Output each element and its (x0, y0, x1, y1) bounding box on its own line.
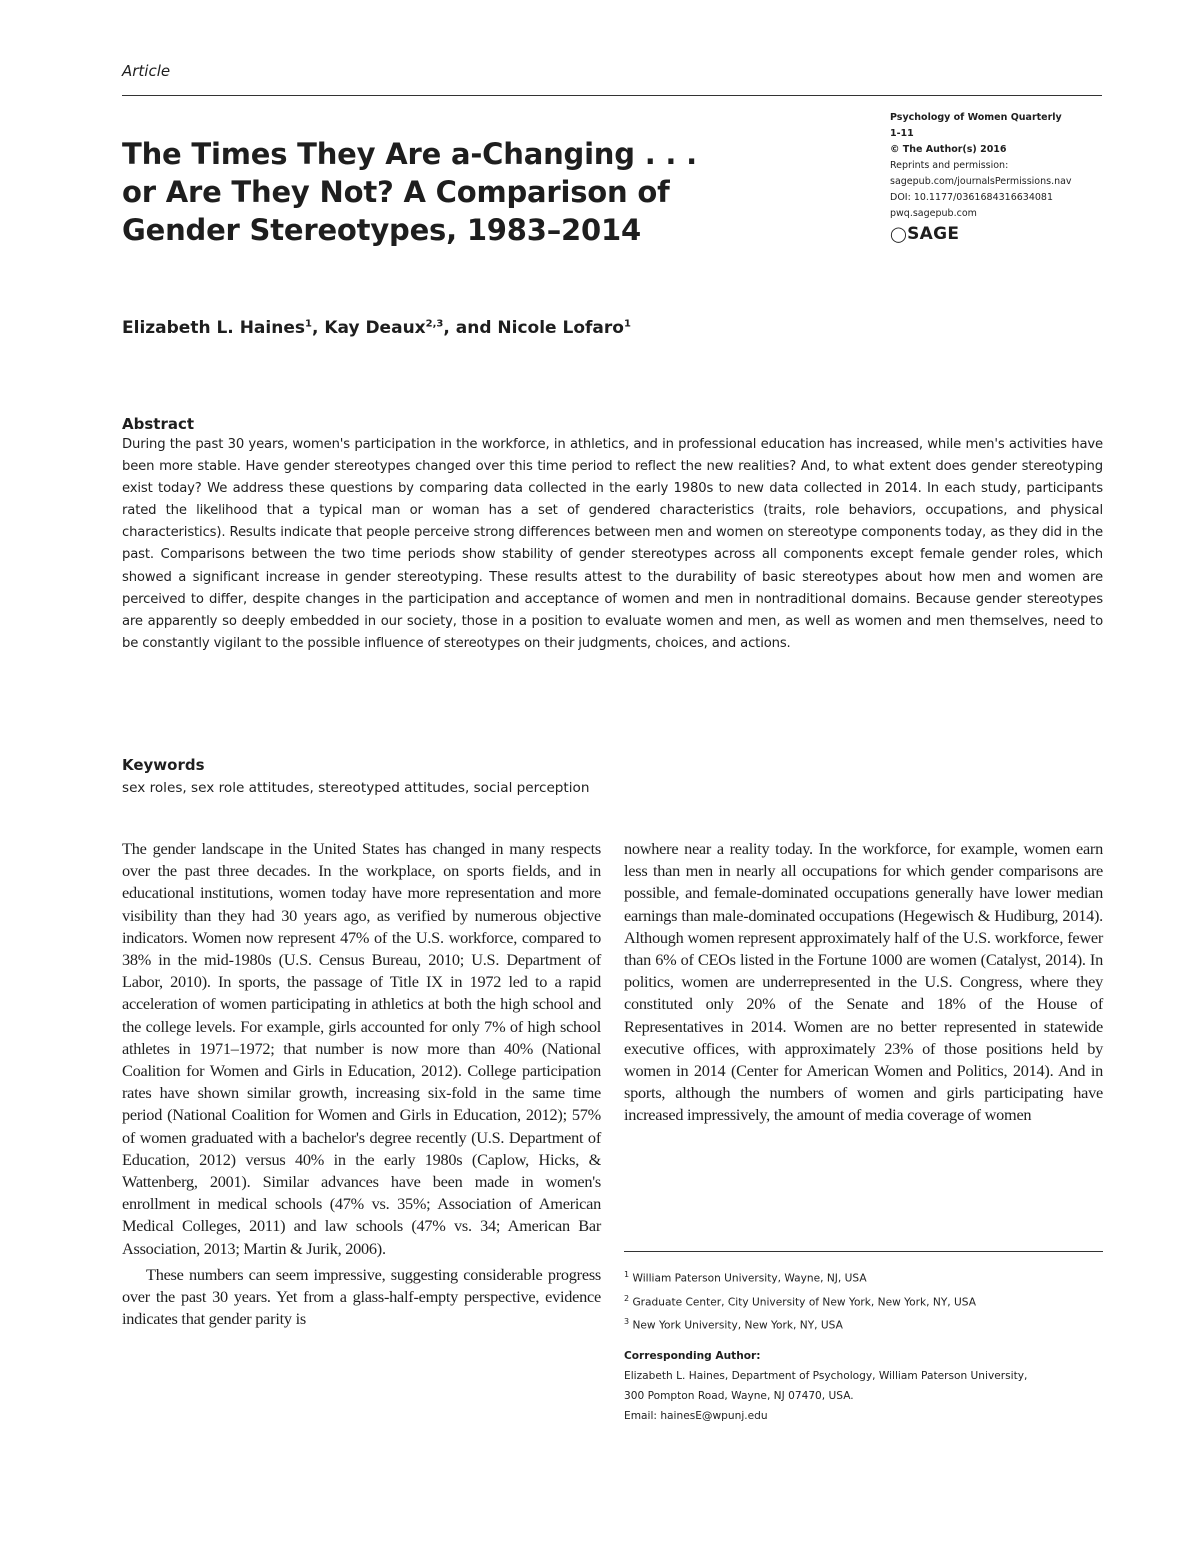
article-type-label: Article (122, 62, 171, 80)
affiliation-footnotes (624, 1265, 1104, 1336)
body-paragraph: The gender landscape in the United States has changed in many respects over the past three decades. In the workplace, on sports fields, and in educational institutions, women today have more representation and more visibility than they had 30 years ago, as verified by numerous objective indicators. Women now represent 47% of the U.S. workforce, compared to 38% in the mid-1980s (U.S. Census Bureau, 2010; U.S. Department of Labor, 2010). In sports, the passage of Title IX in 1972 led to a rapid acceleration of women participating in athletics at both the high school and the college levels. For example, girls accounted for only 7% of high school athletes in 1971–1972; that number is now more than 40% (National Coalition for Women and Girls in Education, 2012). College participation rates have shown similar growth, increasing six-fold in the same time period (National Coalition for Women and Girls in Education, 2012); 57% of women graduated with a bachelor's degree recently (U.S. Department of Education, 2012) versus 40% in the early 1980s (Caplow, Hicks, & Wattenberg, 2001). Similar advances have been made in women's enrollment in medical schools (47% vs. 35%; Association of American Medical Colleges, 2011) and law schools (47% vs. 34; American Bar Association, 2013; Martin & Jurik, 2006). (122, 839, 601, 1258)
author-name: Elizabeth L. Haines (122, 318, 305, 338)
reprints-link[interactable]: sagepub.com/journalsPermissions.nav (890, 176, 1072, 187)
corresponding-heading: Corresponding Author: (624, 1350, 761, 1362)
keywords-heading: Keywords (122, 756, 205, 774)
affiliation-footnote (624, 1312, 1104, 1336)
sage-logo-text: SAGE (907, 224, 960, 244)
sage-mark-icon: ◯ (890, 225, 908, 243)
footnote-text: William Paterson University, Wayne, NJ, USA (632, 1272, 867, 1285)
sage-logo (890, 223, 1120, 245)
journal-info (890, 110, 1120, 245)
abstract-section (122, 414, 1103, 655)
affiliation-footnote (624, 1289, 1104, 1313)
header-divider (122, 95, 1102, 96)
body-paragraph: nowhere near a reality today. In the workforce, for example, women earn less than men in nearly all occupations for which gender comparisons are possible, and female-dominated occupations generally have lower median earnings than male-dominated occupations (Hegewisch & Hudiburg, 2014). Although women represent approximately half of the U.S. workforce, fewer than 6% of CEOs listed in the Fortune 1000 are women (Catalyst, 2014). In politics, women are underrepresented in the U.S. Congress, where they constituted only 20% of the Senate and 18% of the House of Representatives in 2014. Women are no better represented in statewide executive offices, with approximately 23% of those positions held by women in 2014 (Center for American Women and Politics, 2014). And in sports, although the numbers of women and girls participating have increased impressively, the amount of media coverage of women (624, 839, 1103, 1125)
affiliation-footnote (624, 1265, 1104, 1289)
title-line-3: Gender Stereotypes, 1983–2014 (122, 213, 641, 247)
author-affiliation-mark: 2,3 (425, 318, 444, 330)
journal-name: Psychology of Women Quarterly (890, 112, 1062, 123)
corresponding-author (624, 1346, 1104, 1426)
author-name: and Nicole Lofaro (455, 318, 624, 338)
body-paragraph: These numbers can seem impressive, suggesting considerable progress over the past 30 years. Yet from a glass-half-empty perspective, evidence indicates that gender parity is (122, 1264, 601, 1329)
footnote-text: New York University, New York, NY, USA (632, 1319, 843, 1332)
journal-pages: 1-11 (890, 128, 914, 139)
author-list: Elizabeth L. Haines$^1$, Kay Deaux$^{2,3}$, and Nicole Lofaro$^1$ (122, 318, 631, 338)
title-line-1: The Times They Are a-Changing . . . (122, 137, 697, 171)
reprints-label: Reprints and permission: (890, 160, 1009, 171)
journal-site-link[interactable]: pwq.sagepub.com (890, 208, 977, 219)
keywords-section (122, 755, 822, 798)
body-column-right (624, 838, 1103, 1127)
abstract-heading: Abstract (122, 415, 195, 433)
author-name: Kay Deaux (324, 318, 426, 338)
author-affiliation-mark: 1 (304, 318, 312, 330)
journal-copyright: © The Author(s) 2016 (890, 144, 1007, 155)
title-line-2: or Are They Not? A Comparison of (122, 175, 670, 209)
corresponding-email[interactable]: Email: hainesE@wpunj.edu (624, 1410, 768, 1422)
footnote-divider (624, 1251, 1103, 1252)
body-column-left (122, 838, 601, 1330)
corresponding-address-line: Elizabeth L. Haines, Department of Psychology, William Paterson University, (624, 1370, 1028, 1382)
article-title (122, 135, 842, 249)
footnote-mark: 2 (624, 1293, 630, 1303)
footnote-mark: 3 (624, 1317, 630, 1327)
corresponding-address-line: 300 Pompton Road, Wayne, NJ 07470, USA. (624, 1390, 854, 1402)
footnote-mark: 1 (624, 1270, 630, 1279)
keywords-list: sex roles, sex role attitudes, stereotyped attitudes, social perception (122, 780, 590, 796)
footnote-text: Graduate Center, City University of New York, New York, NY, USA (632, 1296, 976, 1309)
doi-link[interactable]: DOI: 10.1177/0361684316634081 (890, 192, 1054, 203)
abstract-text: During the past 30 years, women's participation in the workforce, in athletics, and in professional education has increased, while men's activities have been more stable. Have gender stereotypes changed over this time period to reflect the new realities? And, to what extent does gender stereotyping exist today? We address these questions by comparing data collected in the early 1980s to new data collected in 2014. In each study, participants rated the likelihood that a typical man or woman has a set of gendered characteristics (traits, role behaviors, occupations, and physical characteristics). Results indicate that people perceive strong differences between men and women on stereotype components today, as they did in the past. Comparisons between the two time periods show stability of gender stereotypes across all components except female gender roles, which showed a significant increase in gender stereotyping. These results attest to the durability of basic stereotypes about how men and women are perceived to differ, despite changes in the participation and acceptance of women and men in nontraditional domains. Because gender stereotypes are apparently so deeply embedded in our society, those in a position to evaluate women and men, as well as women and men themselves, need to be constantly vigilant to the possible influence of stereotypes on their judgments, choices, and actions. (122, 437, 1103, 651)
author-affiliation-mark: 1 (623, 318, 631, 330)
